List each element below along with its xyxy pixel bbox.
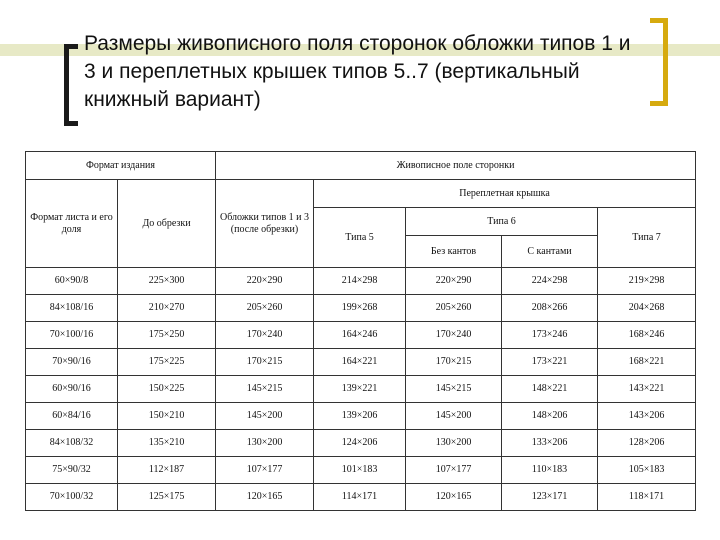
- table-cell: 130×200: [216, 430, 314, 457]
- table-cell: 210×270: [118, 295, 216, 322]
- table-cell: 133×206: [502, 430, 598, 457]
- table-cell: 205×260: [406, 295, 502, 322]
- header-with-edges: С кантами: [502, 236, 598, 268]
- table-cell: 143×206: [598, 403, 696, 430]
- table-header: [26, 152, 696, 268]
- table-cell: 175×250: [118, 322, 216, 349]
- table-cell: 164×246: [314, 322, 406, 349]
- header-no-edges: Без кантов: [406, 236, 502, 268]
- table-cell: 118×171: [598, 484, 696, 511]
- table-body: [26, 268, 696, 511]
- table-cell: 70×100/16: [26, 322, 118, 349]
- table-cell: 168×246: [598, 322, 696, 349]
- header-binding-cover: Переплетная крышка: [314, 180, 696, 208]
- table-cell: 199×268: [314, 295, 406, 322]
- table-cell: 170×240: [406, 322, 502, 349]
- table-cell: 175×225: [118, 349, 216, 376]
- table-cell: 208×266: [502, 295, 598, 322]
- table-cell: 107×177: [216, 457, 314, 484]
- table-cell: 214×298: [314, 268, 406, 295]
- table-cell: 125×175: [118, 484, 216, 511]
- table-row: [26, 322, 696, 349]
- table-cell: 75×90/32: [26, 457, 118, 484]
- table-cell: 139×206: [314, 403, 406, 430]
- table-cell: 112×187: [118, 457, 216, 484]
- table-cell: 220×290: [216, 268, 314, 295]
- table-cell: 148×221: [502, 376, 598, 403]
- table-cell: 168×221: [598, 349, 696, 376]
- left-bracket-decoration: [64, 44, 78, 126]
- table-cell: 84×108/32: [26, 430, 118, 457]
- table-cell: 130×200: [406, 430, 502, 457]
- table-cell: 107×177: [406, 457, 502, 484]
- table-cell: 120×165: [216, 484, 314, 511]
- table-row: [26, 430, 696, 457]
- table-cell: 220×290: [406, 268, 502, 295]
- table-cell: 145×200: [406, 403, 502, 430]
- table-cell: 145×200: [216, 403, 314, 430]
- table-cell: 124×206: [314, 430, 406, 457]
- table-cell: 105×183: [598, 457, 696, 484]
- table-row: [26, 295, 696, 322]
- table-cell: 135×210: [118, 430, 216, 457]
- header-before-trim: До обрезки: [118, 180, 216, 268]
- header-type6: Типа 6: [406, 208, 598, 236]
- table-cell: 120×165: [406, 484, 502, 511]
- table-cell: 219×298: [598, 268, 696, 295]
- table-cell: 101×183: [314, 457, 406, 484]
- header-covers: Обложки типов 1 и 3 (после обрезки): [216, 180, 314, 268]
- table-row: [26, 376, 696, 403]
- table-row: [26, 268, 696, 295]
- table-cell: 150×210: [118, 403, 216, 430]
- table-cell: 60×90/16: [26, 376, 118, 403]
- table-cell: 224×298: [502, 268, 598, 295]
- table-cell: 170×215: [216, 349, 314, 376]
- table-cell: 60×84/16: [26, 403, 118, 430]
- table-cell: 170×240: [216, 322, 314, 349]
- table-row: [26, 484, 696, 511]
- table-cell: 70×100/32: [26, 484, 118, 511]
- table-cell: 114×171: [314, 484, 406, 511]
- table-cell: 170×215: [406, 349, 502, 376]
- table-cell: 150×225: [118, 376, 216, 403]
- table-cell: 123×171: [502, 484, 598, 511]
- table-cell: 145×215: [406, 376, 502, 403]
- page-title: Размеры живописного поля сторонок обложки типов 1 и 3 и переплетных крышек типов 5..7 (вертикальный книжный вариант): [84, 32, 631, 111]
- table-cell: 143×221: [598, 376, 696, 403]
- table-cell: 164×221: [314, 349, 406, 376]
- header-format: Формат издания: [26, 152, 216, 180]
- table-cell: 145×215: [216, 376, 314, 403]
- table-cell: 148×206: [502, 403, 598, 430]
- table-row: [26, 403, 696, 430]
- table-row: [26, 349, 696, 376]
- table-cell: 70×90/16: [26, 349, 118, 376]
- table-cell: 128×206: [598, 430, 696, 457]
- header-type7: Типа 7: [598, 208, 696, 268]
- table-row: [26, 457, 696, 484]
- table-cell: 110×183: [502, 457, 598, 484]
- table-cell: 60×90/8: [26, 268, 118, 295]
- table-cell: 139×221: [314, 376, 406, 403]
- table-cell: 225×300: [118, 268, 216, 295]
- dimensions-table: [25, 151, 696, 511]
- table-cell: 204×268: [598, 295, 696, 322]
- header-field: Живописное поле сторонки: [216, 152, 696, 180]
- table-cell: 205×260: [216, 295, 314, 322]
- right-bracket-decoration: [650, 18, 668, 106]
- header-type5: Типа 5: [314, 208, 406, 268]
- table-cell: 173×221: [502, 349, 598, 376]
- table-cell: 173×246: [502, 322, 598, 349]
- table-cell: 84×108/16: [26, 295, 118, 322]
- header-sheet: Формат листа и его доля: [26, 180, 118, 268]
